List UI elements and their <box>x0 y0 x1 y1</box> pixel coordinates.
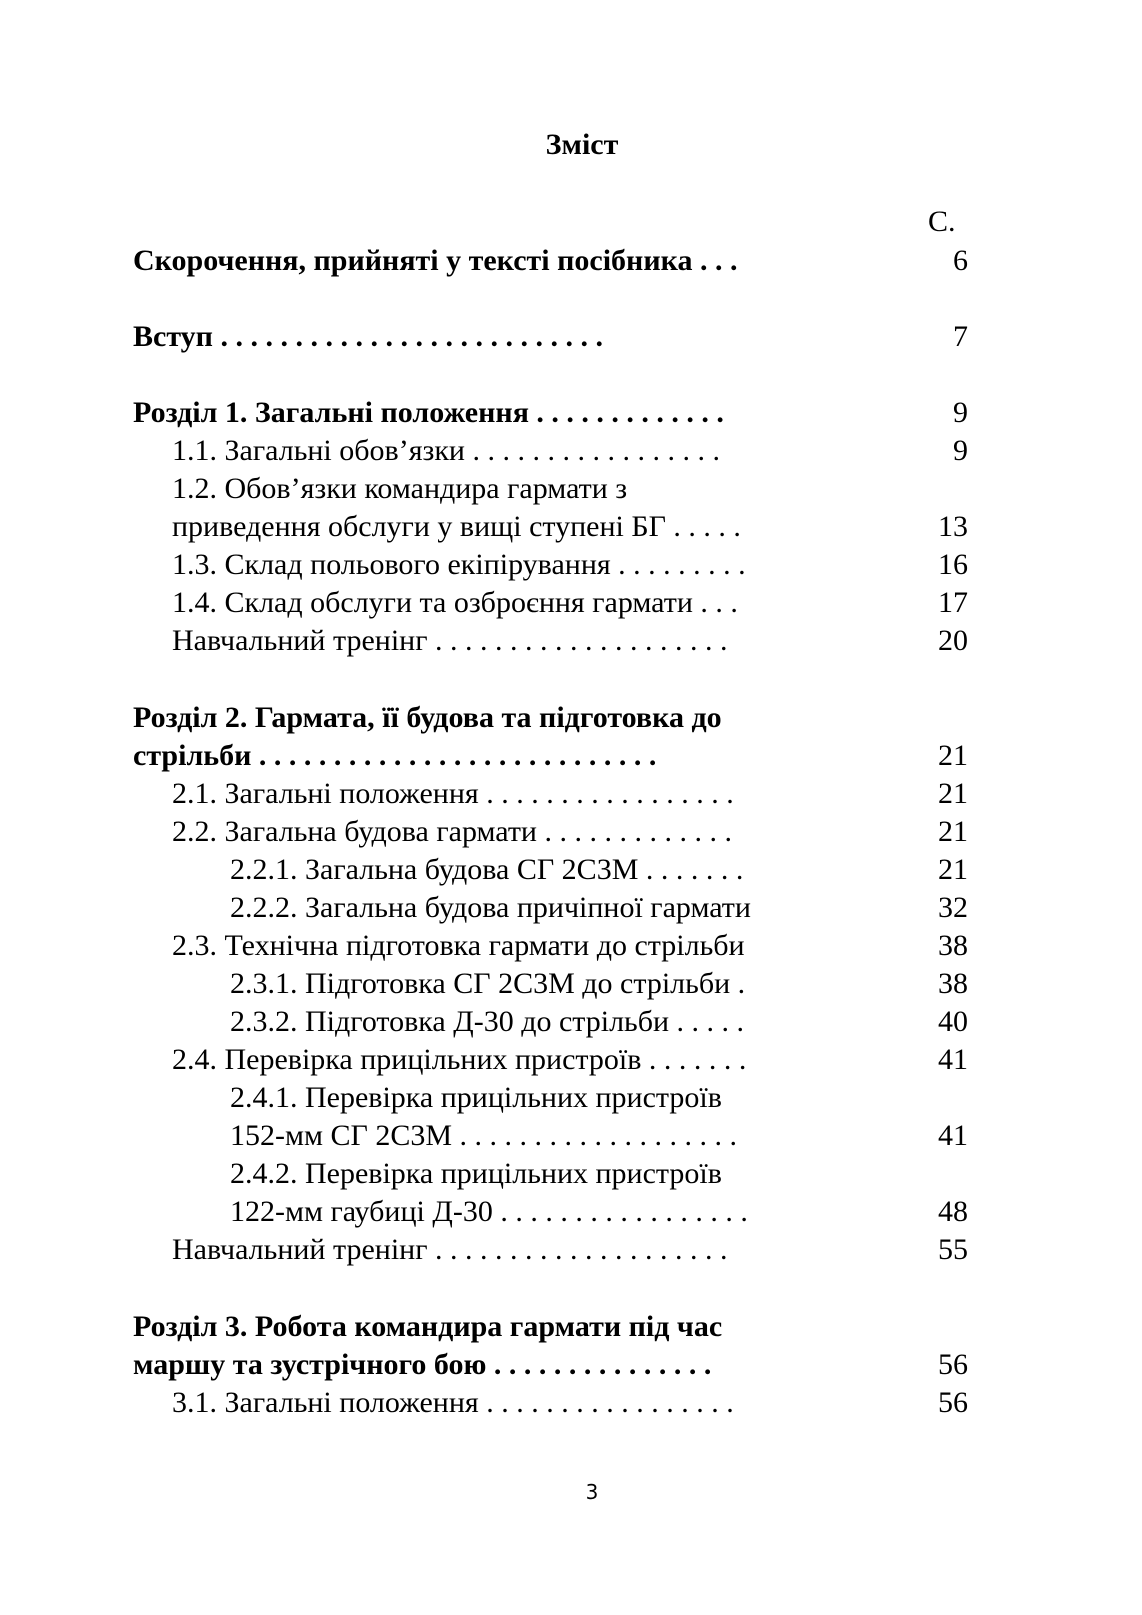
toc-entry <box>0 394 1142 432</box>
toc-entry-title: 1.2. Обов’язки командира гармати з <box>172 472 628 505</box>
toc-entry <box>0 1346 1142 1384</box>
toc-entry-title: 1.3. Склад польового екіпірування . . . . . . . . . <box>172 548 746 581</box>
toc-entry-title: Розділ 3. Робота командира гармати під час <box>133 1310 723 1343</box>
toc-entry <box>0 318 1142 356</box>
toc-entry-page: 38 <box>938 967 968 1000</box>
toc-entry-title: 2.3. Технічна підготовка гармати до стрільби <box>172 929 745 962</box>
toc-entry <box>0 470 1142 508</box>
toc-entry-page: 21 <box>938 853 968 886</box>
toc-entry-title: стрільби . . . . . . . . . . . . . . . . . . . . . . . . . . . <box>133 739 657 772</box>
toc-entry-title: Розділ 1. Загальні положення . . . . . . . . . . . . . <box>133 396 724 429</box>
toc-entry-page: 40 <box>938 1005 968 1038</box>
page-number: 3 <box>585 1480 599 1504</box>
toc-entry <box>0 546 1142 584</box>
toc-entry <box>0 1079 1142 1117</box>
toc-entry-title: 2.4.2. Перевірка прицільних пристроїв <box>230 1157 722 1190</box>
toc-entry-page: 56 <box>938 1386 968 1419</box>
toc-entry <box>0 1308 1142 1346</box>
toc-entry-page: 20 <box>938 624 968 657</box>
toc-entry-title: 3.1. Загальні положення . . . . . . . . . . . . . . . . . <box>172 1386 734 1419</box>
toc-entry-title: Розділ 2. Гармата, її будова та підготовка до <box>133 701 722 734</box>
toc-entry-title: маршу та зустрічного бою . . . . . . . . . . . . . . . <box>133 1348 712 1381</box>
toc-entry-title: 122-мм гаубиці Д-30 . . . . . . . . . . . . . . . . . <box>230 1195 748 1228</box>
toc-entry-title: 1.4. Склад обслуги та озброєння гармати . . . <box>172 586 738 619</box>
toc-entry <box>0 813 1142 851</box>
toc-entry <box>0 851 1142 889</box>
toc-entry-title: 2.3.2. Підготовка Д-30 до стрільби . . . . . <box>230 1005 745 1038</box>
page-column-header: С. <box>928 205 956 238</box>
toc-entry-page: 48 <box>938 1195 968 1228</box>
toc-entry-page: 16 <box>938 548 968 581</box>
toc-entry-page: 21 <box>938 815 968 848</box>
toc-entry-title: Навчальний тренінг . . . . . . . . . . . . . . . . . . . . <box>172 624 728 657</box>
toc-entry <box>0 432 1142 470</box>
toc-entry-title: Вступ . . . . . . . . . . . . . . . . . . . . . . . . . . <box>133 320 603 353</box>
toc-entry-title: 2.3.1. Підготовка СГ 2С3М до стрільби . <box>230 967 746 1000</box>
toc-entry-page: 13 <box>938 510 968 543</box>
toc-entry <box>0 737 1142 775</box>
toc-entry <box>0 927 1142 965</box>
toc-entry-title: 152-мм СГ 2С3М . . . . . . . . . . . . . . . . . . . <box>230 1119 737 1152</box>
toc-entry-page: 21 <box>938 777 968 810</box>
toc-entry-page: 41 <box>938 1119 968 1152</box>
toc-entry-title: 2.4.1. Перевірка прицільних пристроїв <box>230 1081 722 1114</box>
page-title: Зміст <box>545 128 619 161</box>
toc-entry-title: Навчальний тренінг . . . . . . . . . . . . . . . . . . . . <box>172 1233 728 1266</box>
toc-entry <box>0 584 1142 622</box>
toc-entry-page: 38 <box>938 929 968 962</box>
toc-entry-title: 2.2.2. Загальна будова причіпної гармати <box>230 891 751 924</box>
toc-entry <box>0 1003 1142 1041</box>
toc-entry-title: приведення обслуги у вищі ступені БГ . . . . . <box>172 510 741 543</box>
toc-entry <box>0 622 1142 660</box>
toc-entry-page: 41 <box>938 1043 968 1076</box>
toc-entry-page: 6 <box>953 244 968 277</box>
toc-entry <box>0 1384 1142 1422</box>
toc-entry-page: 21 <box>938 739 968 772</box>
toc-entry <box>0 1041 1142 1079</box>
toc-entry <box>0 1231 1142 1269</box>
toc-entry-title: Скорочення, прийняті у тексті посібника . . . <box>133 244 738 277</box>
toc-entry-title: 1.1. Загальні обов’язки . . . . . . . . . . . . . . . . . <box>172 434 720 467</box>
toc-entry <box>0 1117 1142 1155</box>
toc-entry <box>0 1193 1142 1231</box>
toc-entry <box>0 775 1142 813</box>
toc-entry-page: 56 <box>938 1348 968 1381</box>
toc-entry-title: 2.2. Загальна будова гармати . . . . . . . . . . . . . <box>172 815 732 848</box>
toc-entry-page: 9 <box>953 396 968 429</box>
toc-entry-page: 9 <box>953 434 968 467</box>
toc-entry-page: 32 <box>938 891 968 924</box>
toc-entry-page: 7 <box>953 320 968 353</box>
toc-entry-title: 2.1. Загальні положення . . . . . . . . . . . . . . . . . <box>172 777 734 810</box>
toc-entry-title: 2.2.1. Загальна будова СГ 2С3М . . . . . . . <box>230 853 744 886</box>
toc-entry <box>0 965 1142 1003</box>
toc-entry-page: 55 <box>938 1233 968 1266</box>
toc-entry <box>0 699 1142 737</box>
toc-entry <box>0 508 1142 546</box>
toc-entry <box>0 1155 1142 1193</box>
toc-entry <box>0 889 1142 927</box>
toc-entry <box>0 242 1142 280</box>
toc-entry-title: 2.4. Перевірка прицільних пристроїв . . . . . . . <box>172 1043 747 1076</box>
toc-entry-page: 17 <box>938 586 968 619</box>
